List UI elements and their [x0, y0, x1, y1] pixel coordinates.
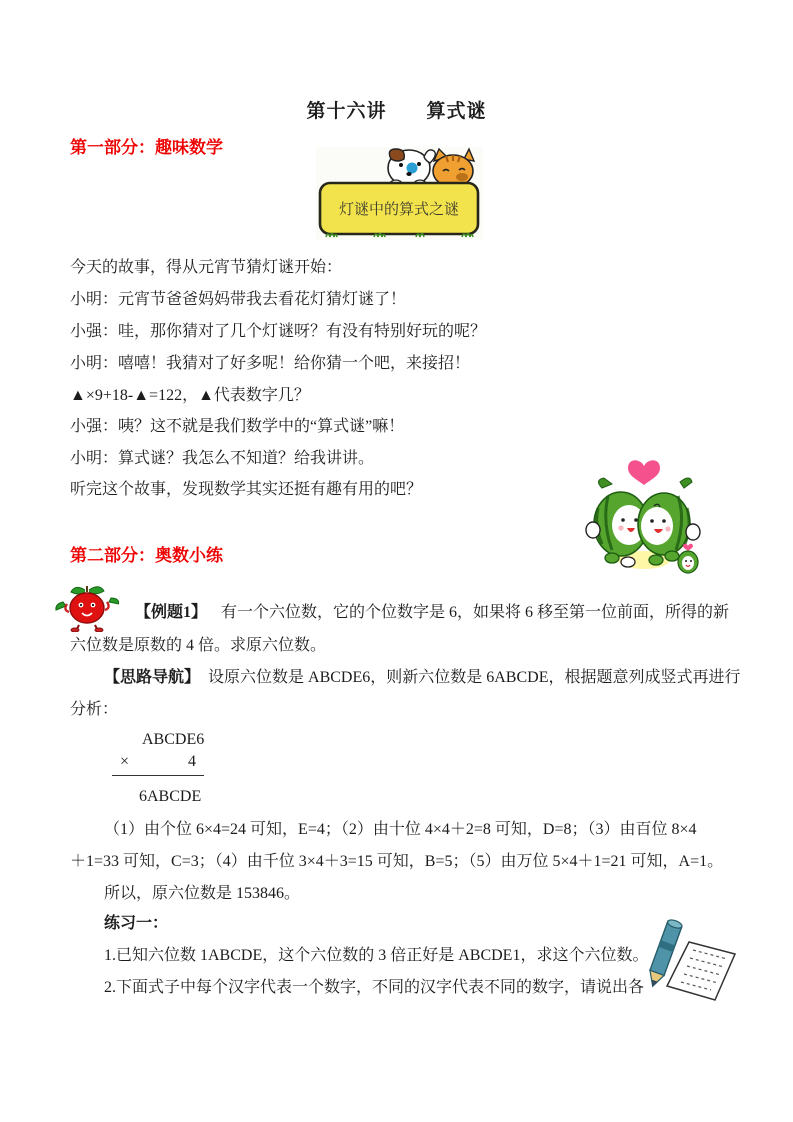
guide-label: 【思路导航】 — [104, 669, 201, 686]
watermelon-couple-icon — [584, 450, 704, 575]
guide-line2: 分析： — [70, 701, 119, 718]
story-line: 小明：嘻嘻！我猜对了好多呢！给你猜一个吧，来接招！ — [70, 355, 471, 372]
practice-item-2: 2.下面式子中每个汉字代表一个数字，不同的汉字代表不同的数字，请说出各 — [104, 979, 645, 996]
example1-line1 — [135, 602, 729, 624]
sign-text: 灯谜中的算式之谜 — [338, 202, 460, 218]
watermelon-couple-illustration — [584, 450, 704, 575]
apple-icon — [55, 584, 119, 632]
guide-line1 — [104, 667, 740, 689]
mult-multiplier: 4 — [188, 753, 196, 770]
story-line: 小强：哇，那你猜对了几个灯谜呀？有没有特别好玩的呢？ — [70, 323, 487, 340]
pencil-paper-icon — [645, 918, 747, 1016]
analysis-line: ＋1=33 可知，C=3；（4）由千位 3×4＋3=15 可知，B=5；（5）由万位 5×4＋1=21 可知，A=1。 — [70, 853, 724, 870]
pencil-paper-illustration — [645, 918, 747, 1016]
lantern-riddle-sign-illustration — [316, 147, 483, 240]
mult-product: 6ABCDE — [139, 788, 202, 805]
example1-label: 【例题1】 — [135, 604, 208, 621]
part2-heading: 第二部分：奥数小练 — [70, 546, 223, 565]
analysis-line: （1）由个位 6×4=24 可知，E=4；（2）由十位 4×4＋2=8 可知，D=8；（3）由百位 8×4 — [104, 821, 697, 838]
mult-multiplicand: ABCDE6 — [142, 731, 205, 748]
story-line: 小明：元宵节爸爸妈妈带我去看花灯猜灯谜了！ — [70, 291, 407, 308]
story-line: 今天的故事，得从元宵节猜灯谜开始： — [70, 259, 343, 276]
practice-heading: 练习一： — [104, 915, 169, 932]
mult-operator-row — [112, 753, 204, 776]
guide-text: 设原六位数是 ABCDE6，则新六位数是 6ABCDE，根据题意列成竖式再进行 — [208, 669, 741, 686]
practice-item-1: 1.已知六位数 1ABCDE，这个六位数的 3 倍正好是 ABCDE1，求这个六位数。 — [104, 947, 649, 964]
mult-operator: × — [120, 753, 130, 770]
example1-text: 有一个六位数，它的个位数字是 6，如果将 6 移至第一位前面，所得的新 — [221, 604, 730, 621]
sign-board-icon — [316, 147, 483, 240]
analysis-conclusion: 所以，原六位数是 153846。 — [104, 885, 301, 902]
part1-heading: 第一部分：趣味数学 — [70, 138, 223, 157]
story-line: 小明：算式谜？我怎么不知道？给我讲讲。 — [70, 450, 375, 467]
story-line: 小强：咦？这不就是我们数学中的“算式谜”嘛！ — [70, 418, 405, 435]
paper-icon — [667, 942, 735, 1000]
apple-mascot-illustration — [55, 584, 119, 632]
page-title: 第十六讲 算式谜 — [306, 101, 487, 122]
example1-line2: 六位数是原数的 4 倍。求原六位数。 — [70, 637, 327, 654]
story-line-riddle: ▲×9+18-▲=122，▲代表数字几？ — [70, 387, 310, 404]
story-line: 听完这个故事，发现数学其实还挺有趣有用的吧？ — [70, 481, 423, 498]
